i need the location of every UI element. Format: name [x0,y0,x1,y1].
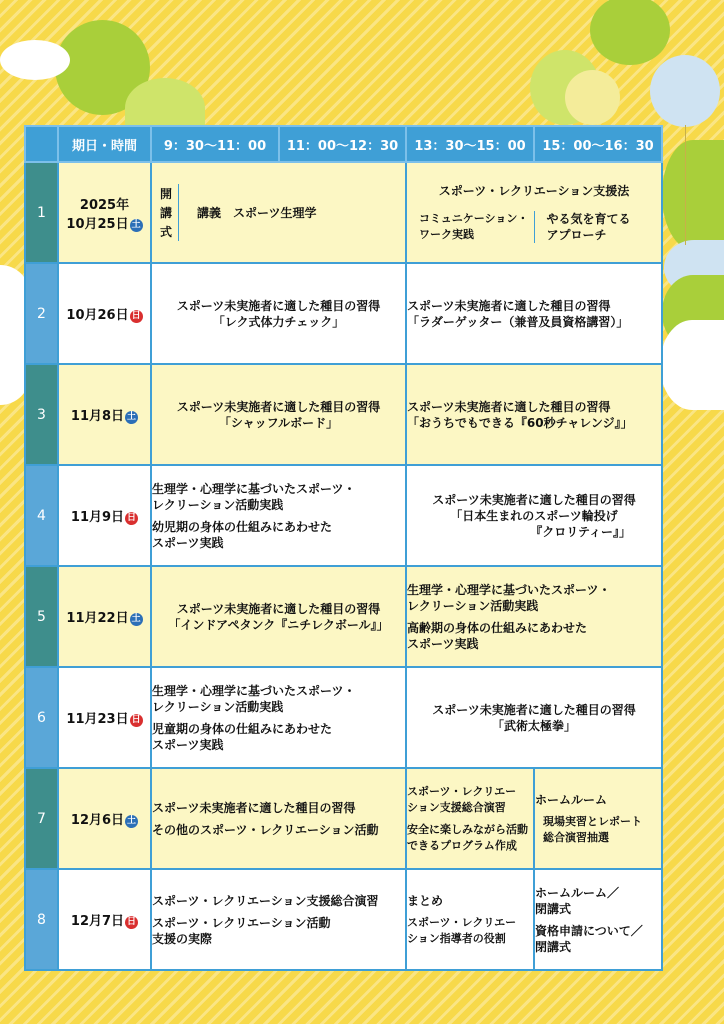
text-line: スポーツ実践 [152,535,224,550]
text-line: レクリーション活動実践 [407,598,539,613]
cloud-decoration [660,320,724,410]
text-line: スポーツ未実施者に適した種目の習得 [176,399,381,414]
text-line: 「インドアペタンク『ニチレクボール』」 [168,617,389,632]
text-line: ワーク実践 [419,227,474,241]
sunday-badge: 日 [127,917,137,927]
balloon-decoration [590,0,670,65]
schedule-table [24,125,663,971]
row-number: 3 [25,364,58,465]
text-line: 現場実習とレポート [543,814,642,828]
text-line: レクリーション活動実践 [152,699,284,714]
row-date [58,869,151,970]
text-line: 「おうちでもできる『60秒チャレンジ』」 [407,415,633,430]
text-line: 「ラダーゲッター（兼普及員資格講習）」 [407,314,629,329]
morning-session [151,768,406,869]
header-slot4: 15：00～16：30 [534,126,662,162]
balloon-decoration [565,70,620,125]
text-line: スポーツ未実施者に適した種目の習得 [407,399,611,414]
opening-char: 式 [159,225,172,239]
morning-session [151,566,406,667]
header-slot3: 13：30～15：00 [406,126,534,162]
afternoon-session-left [406,869,534,970]
text-line: ホームルーム [535,792,608,807]
row-date [58,768,151,869]
text-line: まとめ [407,893,444,908]
morning-session [151,465,406,566]
date-text: 11月22日 [66,611,129,626]
text-line: コミュニケーション・ [419,211,529,225]
date-text: 11月8日 [70,409,125,424]
balloon-decoration [662,140,724,250]
header-slot1: 9：30～11：00 [151,126,279,162]
afternoon-session [406,465,662,566]
balloon-string [685,125,686,245]
text-line: スポーツ未実施者に適した種目の習得 [432,702,636,717]
row-date [58,364,151,465]
afternoon-left [407,211,534,243]
text-line: 資格申請について／ [535,923,643,938]
opening-char: 講 [159,206,172,220]
text-line: スポーツ未実施者に適した種目の習得 [432,492,636,507]
row-number: 5 [25,566,58,667]
text-line: 生理学・心理学に基づいたスポーツ・ [152,683,356,698]
text-line: スポーツ・レクリエー [407,915,517,929]
text-line: スポーツ未実施者に適した種目の習得 [176,298,381,313]
cloud-decoration [0,40,70,80]
text-line: 幼児期の身体の仕組みにあわせた [152,519,333,534]
header-row [25,126,662,162]
header-blank [25,126,58,162]
text-line: 「日本生まれのスポーツ輪投げ [450,508,618,523]
saturday-badge: 土 [131,614,141,624]
table-row [25,869,662,970]
text-line: アプローチ [546,227,607,242]
text-line: 児童期の身体の仕組みにあわせた [152,721,333,736]
header-date-time: 期日・時間 [58,126,151,162]
date-text: 11月9日 [70,510,125,525]
afternoon-session [406,162,662,263]
text-line: スポーツ未実施者に適した種目の習得 [152,800,356,815]
text-line: スポーツ未実施者に適した種目の習得 [176,601,381,616]
row-number: 1 [25,162,58,263]
table-row [25,768,662,869]
row-number: 7 [25,768,58,869]
text-line: スポーツ・レクリエー [407,784,517,798]
opening-ceremony [158,184,179,241]
morning-session [151,263,406,364]
afternoon-session-left [406,768,534,869]
table-row [25,263,662,364]
date-text: 10月26日 [66,308,129,323]
row-number: 4 [25,465,58,566]
row-date [58,162,151,263]
text-line: やる気を育てる [546,211,631,226]
text-line: スポーツ・レクリエーション活動 [152,915,331,930]
sunday-badge: 日 [131,311,141,321]
row-number: 8 [25,869,58,970]
afternoon-session [406,364,662,465]
text-line: 総合演習抽選 [543,830,609,844]
text-line: 高齢期の身体の仕組みにあわせた [407,620,588,635]
text-line: できるプログラム作成 [407,838,517,852]
afternoon-session [406,263,662,364]
text-line: 「武術太極拳」 [491,718,576,733]
text-line: スポーツ実践 [152,737,224,752]
date-year: 2025年 [79,197,130,213]
morning-session [151,162,406,263]
morning-session [151,667,406,768]
text-line: 『クロリティー』」 [530,524,631,539]
table-row [25,162,662,263]
table-row [25,667,662,768]
row-date [58,263,151,364]
lecture-title: 講義 スポーツ生理学 [197,205,317,220]
row-date [58,667,151,768]
text-line: ション支援総合演習 [407,800,506,814]
text-line: 閉講式 [535,939,572,954]
table-row [25,566,662,667]
morning-session [151,364,406,465]
row-number: 2 [25,263,58,364]
date-text: 12月7日 [70,914,125,929]
saturday-badge: 土 [127,412,137,422]
text-line: 支援の実際 [152,931,213,946]
afternoon-right [534,211,662,243]
sunday-badge: 日 [131,715,141,725]
text-line: レクリーション活動実践 [152,497,284,512]
text-line: ション指導者の役割 [407,931,506,945]
afternoon-session-right [534,768,662,869]
morning-session [151,869,406,970]
balloon-decoration [650,55,720,127]
date-text: 12月6日 [70,813,125,828]
date-text: 10月25日 [66,216,129,232]
text-line: スポーツ・レクリエーション支援総合演習 [152,893,379,908]
text-line: スポーツ未実施者に適した種目の習得 [407,298,611,313]
text-line: スポーツ実践 [407,636,479,651]
text-line: 安全に楽しみながら活動 [407,822,528,836]
afternoon-session-right [534,869,662,970]
text-line: 生理学・心理学に基づいたスポーツ・ [407,582,611,597]
sunday-badge: 日 [127,513,137,523]
afternoon-title: スポーツ・レクリエーション支援法 [438,183,630,198]
saturday-badge: 土 [131,219,141,230]
opening-char: 開 [159,187,172,201]
table-row [25,364,662,465]
text-line: 閉講式 [535,901,572,916]
text-line: 「シャッフルボード」 [218,415,339,430]
text-line: 生理学・心理学に基づいたスポーツ・ [152,481,356,496]
text-line: ホームルーム／ [535,885,620,900]
afternoon-session [406,667,662,768]
table-row [25,465,662,566]
row-number: 6 [25,667,58,768]
row-date [58,566,151,667]
header-slot2: 11：00～12：30 [279,126,406,162]
row-date [58,465,151,566]
saturday-badge: 土 [127,816,137,826]
date-text: 11月23日 [66,712,129,727]
afternoon-session [406,566,662,667]
text-line: その他のスポーツ・レクリエーション活動 [152,822,379,837]
text-line: 「レク式体力チェック」 [212,314,345,329]
